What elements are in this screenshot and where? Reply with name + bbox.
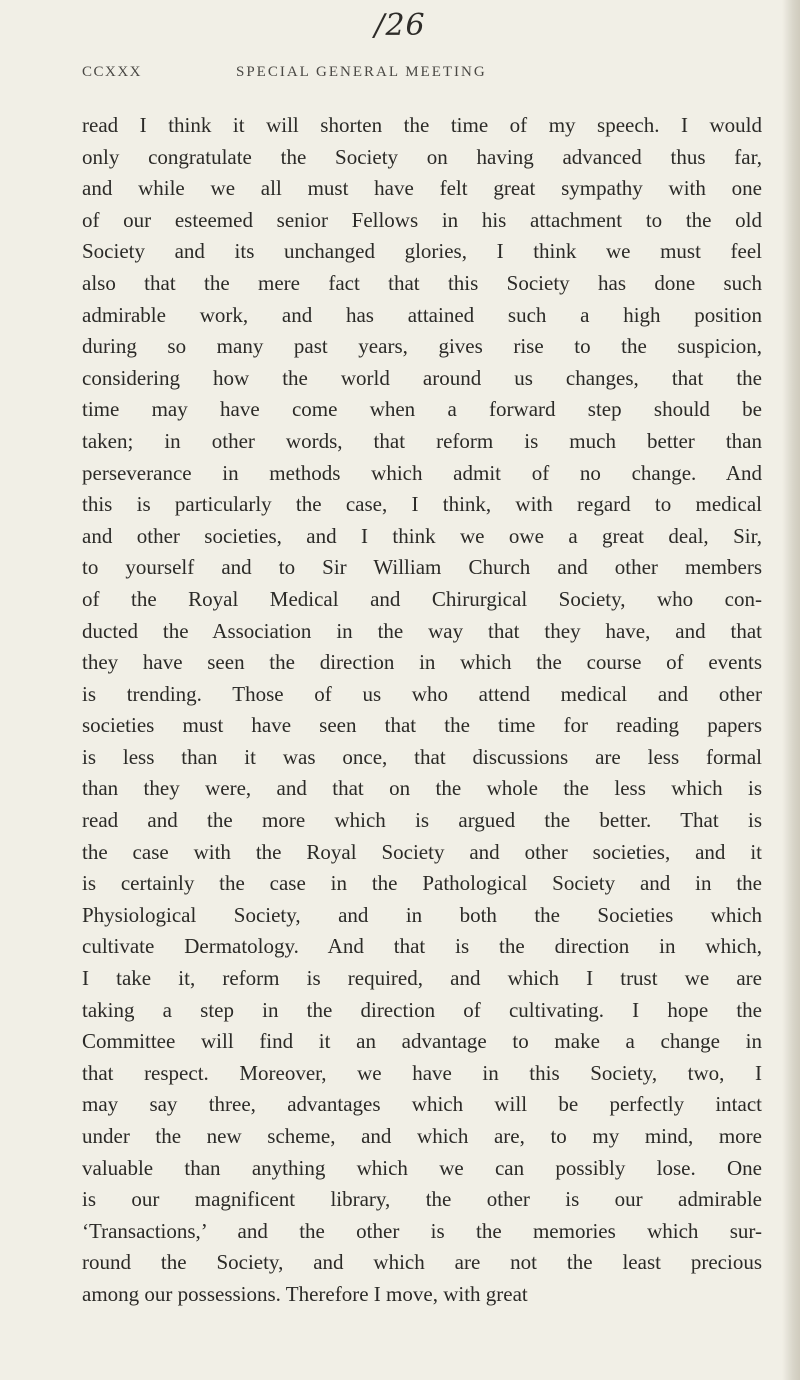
text-line: is our magnificent library, the other is our admirable xyxy=(82,1187,762,1212)
text-line: is less than it was once, that discussions are less formal xyxy=(82,744,762,769)
text-line: I take it, reform is required, and which I trust we are xyxy=(82,966,762,991)
text-line: taken; in other words, that reform is much better than xyxy=(82,428,762,453)
text-line: taking a step in the direction of cultivating. I hope the xyxy=(82,997,762,1022)
text-line: Physiological Society, and in both the Societies which xyxy=(82,902,762,927)
text-line: Committee will find it an advantage to make a change in xyxy=(82,1029,762,1054)
text-line: among our possessions. Therefore I move, with great xyxy=(82,1281,528,1306)
text-line: of our esteemed senior Fellows in his attachment to the old xyxy=(82,207,762,232)
text-line: and other societies, and I think we owe a great deal, Sir, xyxy=(82,523,762,548)
text-line: ‘Transactions,’ and the other is the memories which sur- xyxy=(82,1218,762,1243)
page-number: CCXXX xyxy=(82,64,143,80)
text-line: admirable work, and has attained such a high position xyxy=(82,302,762,327)
page-edge-shadow xyxy=(782,0,800,1380)
text-line: also that the mere fact that this Society has done such xyxy=(82,270,762,295)
text-line: of the Royal Medical and Chirurgical Society, who con- xyxy=(82,586,762,611)
text-line: societies must have seen that the time for reading papers xyxy=(82,713,762,738)
text-line: read I think it will shorten the time of my speech. I would xyxy=(82,113,762,137)
text-line: to yourself and to Sir William Church and other members xyxy=(82,555,762,580)
text-line: the case with the Royal Society and other societies, and it xyxy=(82,839,762,864)
text-line: only congratulate the Society on having advanced thus far, xyxy=(82,144,762,169)
text-line: and while we all must have felt great sympathy with one xyxy=(82,176,762,201)
text-line: is certainly the case in the Pathological Society and in the xyxy=(82,871,762,896)
text-line: that respect. Moreover, we have in this Society, two, I xyxy=(82,1060,762,1085)
text-line: than they were, and that on the whole the less which is xyxy=(82,776,762,801)
text-line: cultivate Dermatology. And that is the direction in which, xyxy=(82,934,762,959)
text-line: this is particularly the case, I think, with regard to medical xyxy=(82,492,762,517)
text-line: considering how the world around us changes, that the xyxy=(82,365,762,390)
handwritten-folio-number: /26 xyxy=(374,8,426,43)
text-line: read and the more which is argued the better. That is xyxy=(82,808,762,833)
text-line: ducted the Association in the way that they have, and that xyxy=(82,618,762,643)
body-text xyxy=(82,110,762,1311)
text-line: under the new scheme, and which are, to my mind, more xyxy=(82,1124,762,1148)
text-line: may say three, advantages which will be perfectly intact xyxy=(82,1092,762,1117)
text-line: time may have come when a forward step should be xyxy=(82,397,762,422)
text-line: valuable than anything which we can possibly lose. One xyxy=(82,1155,762,1180)
text-line: round the Society, and which are not the least precious xyxy=(82,1250,762,1275)
text-line: during so many past years, gives rise to the suspicion, xyxy=(82,334,762,359)
text-line: they have seen the direction in which the course of events xyxy=(82,650,762,675)
text-line: perseverance in methods which admit of no change. And xyxy=(82,460,762,485)
running-head xyxy=(82,64,762,88)
text-line: is trending. Those of us who attend medical and other xyxy=(82,681,762,706)
text-line: Society and its unchanged glories, I think we must feel xyxy=(82,239,762,264)
running-title: SPECIAL GENERAL MEETING xyxy=(236,64,487,80)
